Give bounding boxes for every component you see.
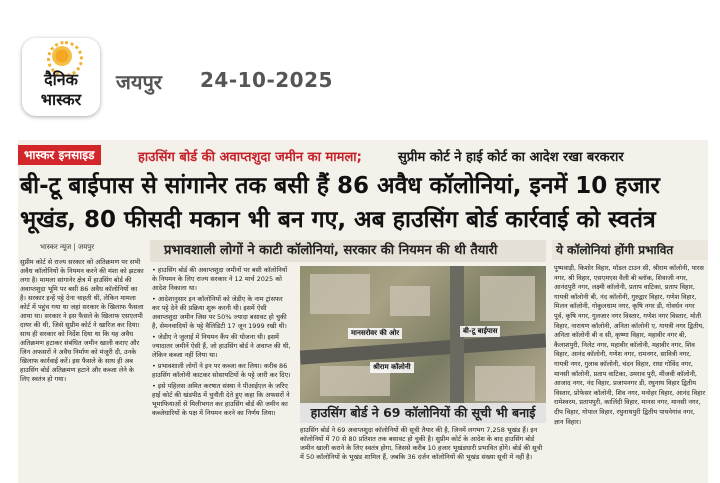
- road-horizontal: [300, 333, 546, 364]
- kicker-row: [18, 144, 708, 166]
- affected-colonies-title: ये कॉलोनियां होंगी प्रभावित: [552, 240, 708, 260]
- photo-block: [475, 366, 535, 401]
- newspaper-clipping: [18, 140, 708, 483]
- list-item: • प्रभावशाली लोगों ने इन पर कब्जा कर लिया। करीब 86 हाउसिंग कॉलोनी काटकर सोसायटियों के पट्टे जारी कर दिए।: [152, 362, 292, 380]
- list-item: • इसे पहिलस अमित करषात संस्था ने पीआईएल के जरिए हाई कोर्ट की खंडपीठ में चुनौती देते हुए कहा कि अफसरों ने भूमाफियाओं से मिलीभगत कर हाउसिंग बोर्ड की जमीन का कब्जेधारियों के पक्ष में नियमन करने का निर्णय लिया।: [152, 382, 292, 418]
- headline-line2: भूखंड, 80 फीसदी मकान भी बन गए, अब हाउसिंग बोर्ड कार्रवाई को स्वतंत्र: [20, 207, 656, 233]
- list-item: • हाउसिंग बोर्ड की अवाप्तशुदा जमीनों पर बसी कॉलोनियों के नियमन के लिए राज्य सरकार ने 12 मार्च 2025 को आदेश निकाला था।: [152, 266, 292, 293]
- affected-colonies-list: पुष्पवाड़ी, किशोर विहार, मॉडल टाउन सी, श्रीराम कॉलोनी, पारस नगर, श्री विहार, एसएमएस वैली बी ब्लॉक, शिवाजी नगर, आनंदपुरी नगर, लक्ष्मी कॉलोनी, प्रताप वाटिका, प्रताप विहार, गायत्री कॉलोनी बी, नंद कॉलोनी, गुरुद्वार विहार, गणेश विहार, मिलन कॉलोनी, गोकुलधाम नगर, कृषि नगर डी, गोवर्धन नगर पूर्व, कृषि नगर, गुलजार नगर विस्तार, गणेश नगर विस्तार, मोती विहार, नारायण कॉलोनी, अनिता कॉलोनी ए, गायत्री नगर द्वितीय, अनिता कॉलोनी बी व सी, कृष्णा विहार, महावीर नगर बी, कैलाशपुरी, निलेट नगर, महावीर कॉलोनी, महावीर नगर, शिव विहार, आनंद कॉलोनी, गणेश नगर, रामनगर, सावित्री नगर, गायत्री नगर, गुलाब कॉलोनी, चंदन विहार, राधा गोविंद नगर, मानसी कॉलोनी, प्रताप वाटिका, उमराव पुरी, मीजवी कॉलोनी, आजाद नगर, नंद विहार, प्रजापनगर डी, रघुनाथ विहार द्वितीय विस्तार, प्रोफेसर कॉलोनी, शिव नगर, मनोहर विहार, आनंद विहार रामेश्वरम, प्रतापपुरी, कालिंदी विहार, मानस नगर, मानसी नगर, दीप विहार, गोपाल विहार, रघुनाथपुरी द्वितीय पायनेगांव नगर, ज्ञान विहार।: [554, 264, 705, 426]
- list-item: • जेडीए ने जुलाई में नियमन कैंप की योजना थी। इसमें ज्यादातर जमीनें ऐसी हैं, जो हाउसिंग बोर्ड ने अवाप्त की थी, लेकिन कब्जा नहीं लिया था।: [152, 333, 292, 360]
- bottom-text: हाउसिंग बोर्ड ने 69 अवाप्तशुदा कॉलोनियों की सूची तैयार की है, जिनमें लगभग 7,258 भूखंड हैं। इन कॉलोनियों में 70 से 80 प्रतिशत तक बसावट हो चुकी है। सुप्रीम कोर्ट के आदेश के बाद हाउसिंग बोर्ड जमीन खाली कराने के लिए स्वतंत्र होगा, जिससे करीब 10 हजार भूखंडधारी प्रभावित होंगे। बोर्ड की सूची में 50 कॉलोनियों के भूखंड शामिल हैं, जबकि 36 दर्जन कॉलोनियों की भूखंड संख्या सूची में नहीं है।: [300, 426, 543, 461]
- kicker-subtopic: सुप्रीम कोर्ट ने हाई कोर्ट का आदेश रखा बरकरार: [398, 150, 624, 165]
- app-header: [0, 0, 720, 125]
- edition-city: जयपुर: [116, 70, 162, 94]
- sun-icon: [52, 46, 72, 66]
- middle-column-list: [152, 266, 292, 420]
- edition-date: 24-10-2025: [200, 68, 333, 92]
- byline: भास्कर न्यूज | जयपुर: [40, 243, 95, 251]
- headline-line1: बी-टू बाईपास से सांगानेर तक बसी हैं 86 अवैध कॉलोनियां, इनमें 10 हजार: [20, 173, 660, 199]
- kicker-tag: भास्कर इनसाइड: [18, 145, 101, 165]
- photo-block: [390, 286, 430, 316]
- aerial-photo: [300, 266, 546, 407]
- left-column-paragraph: सुप्रीम कोर्ट से राज्य सरकार को अतिक्रमण पर सभी अवैध कॉलोनियों के नियमन करने की मंशा को झटका लगा है। मामला सांगानेर क्षेत्र में हाउसिंग बोर्ड की अवाप्तशुदा भूमि पर बसी 86 अवैध कॉलोनियों का है। सरकार इन्हें पट्टे देना चाहती थी, लेकिन मामला कोर्ट में पहुंच गया था जहां सरकार के खिलाफ फैसला आया था। सरकार ने इस फैसले के खिलाफ एसएलपी दायर की थी, जिसे सुप्रीम कोर्ट ने खारिज कर दिया। साथ ही सरकार को निर्देश दिया था कि यह अवैध अतिक्रमण हटाकर संबंधित जमीन खाली कराए और जिन अफसरों ने अवैध निर्माण को मंजूरी दी, उनके खिलाफ कार्रवाई करें। इस फैसले के साथ ही अब हाउसिंग बोर्ड अतिक्रमण हटाने और कब्जा लेने के लिए स्वतंत्र हो गया।: [20, 258, 144, 383]
- left-column-text: [20, 258, 145, 384]
- photo-caption: हाउसिंग बोर्ड ने 69 कॉलोनियों की सूची भी बनाई: [300, 403, 546, 423]
- photo-block: [480, 276, 535, 321]
- photo-block: [310, 274, 370, 314]
- affected-colonies-box: [552, 240, 708, 427]
- photo-label-shriram-colony: श्रीराम कॉलोनी: [370, 362, 414, 373]
- dainik-bhaskar-logo[interactable]: [22, 38, 100, 116]
- logo-text-line1: दैनिक: [44, 70, 78, 89]
- section-band-title: प्रभावशाली लोगों ने काटी कॉलोनियां, सरकार की नियमन की थी तैयारी: [150, 240, 546, 262]
- logo-text-line2: भास्कर: [40, 90, 82, 109]
- kicker-topic: हाउसिंग बोर्ड की अवाप्तशुदा जमीन का मामला;: [138, 150, 362, 165]
- photo-label-mansarovar: मानसरोवर की ओर: [348, 328, 402, 339]
- list-item: • आदेशानुसार इन कॉलोनियों को जेडीए के नाम ट्रांसफर कर पट्टे देने की प्रक्रिया शुरू करनी थी। इसमें ऐसी अवाप्तशुदा जमीन जिस पर 50% ज्यादा बसावट हो चुकी है, सेमनवादियों के पट्टे वैलिडिटी 17 जून 1999 रखी थी।: [152, 295, 292, 331]
- photo-label-b2-bypass: बी-टू बाईपास: [460, 326, 500, 337]
